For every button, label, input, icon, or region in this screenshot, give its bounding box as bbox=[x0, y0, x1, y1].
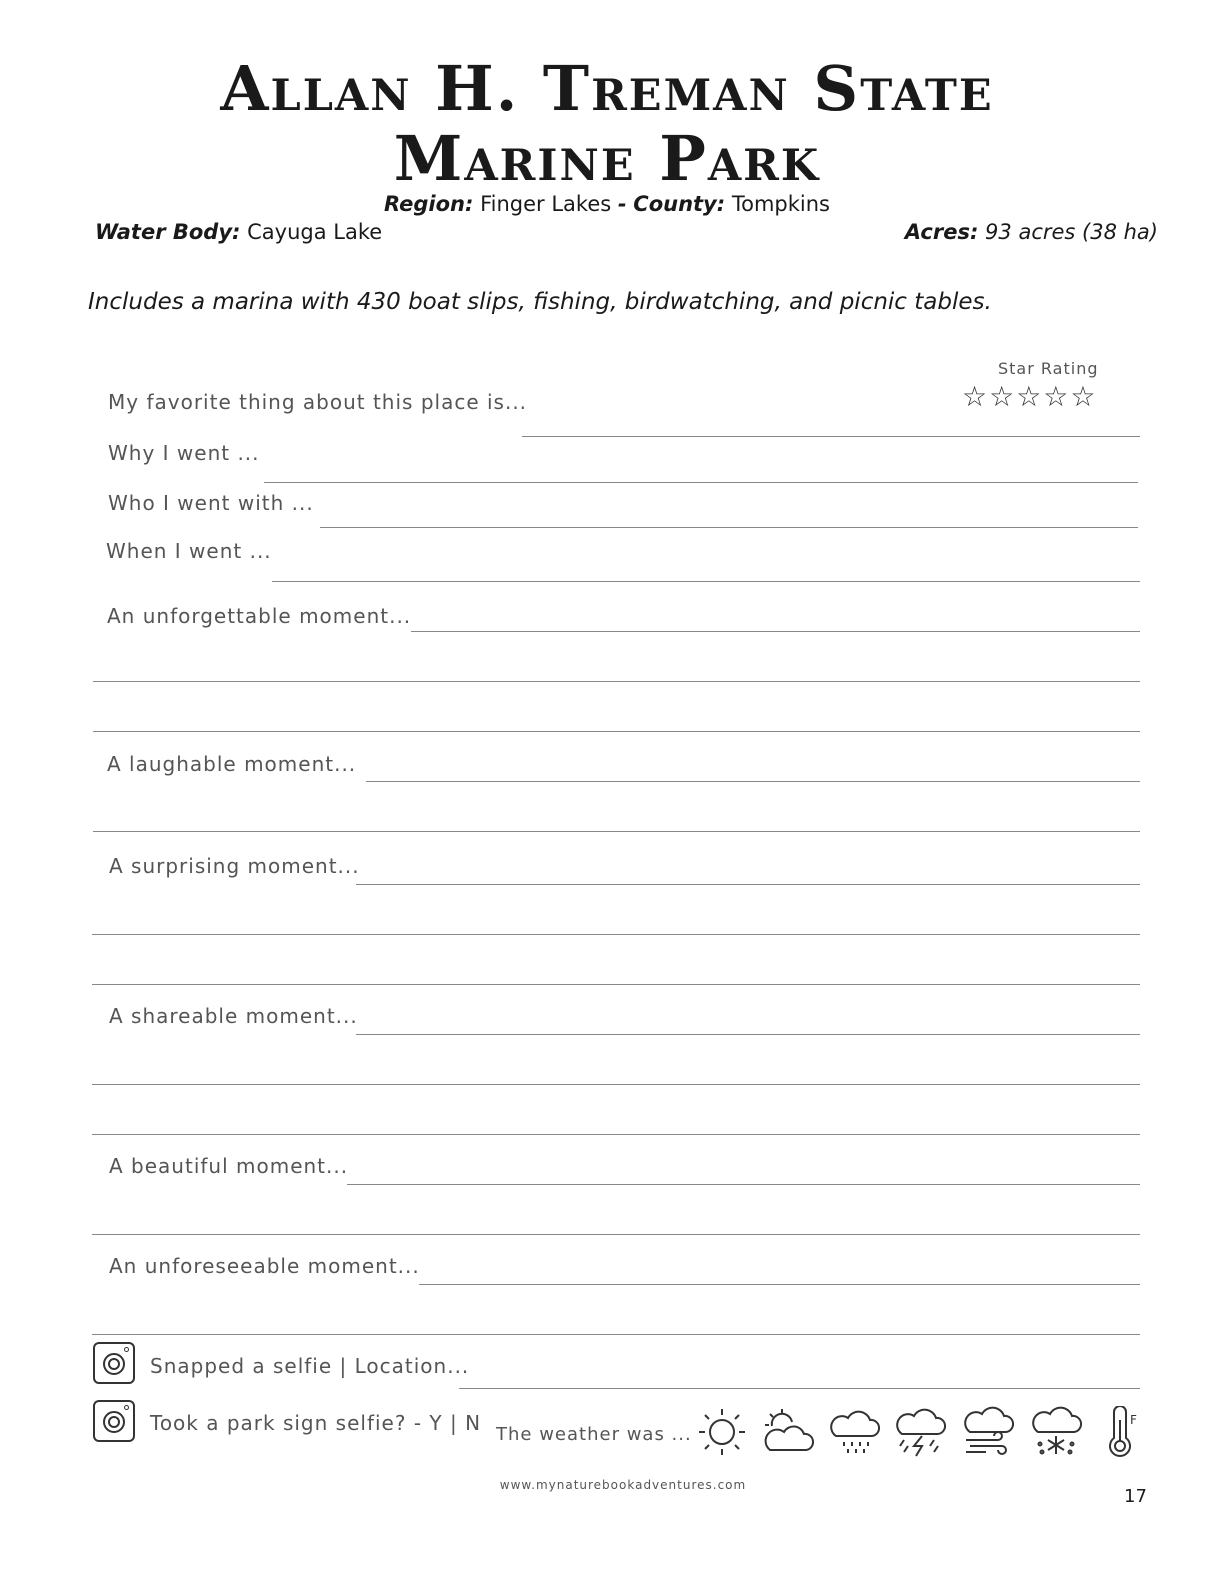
star-rating-label: Star Rating bbox=[998, 359, 1099, 378]
answer-line[interactable] bbox=[92, 1334, 1140, 1335]
park-title-line-1: Allan H. Treman State bbox=[220, 52, 994, 125]
partly-cloudy-icon[interactable] bbox=[762, 1406, 814, 1458]
footer-url: www.mynaturebookadventures.com bbox=[499, 1478, 747, 1492]
answer-line[interactable] bbox=[92, 984, 1140, 985]
answer-line[interactable] bbox=[411, 631, 1140, 632]
water-body-label: Water Body: bbox=[95, 220, 241, 244]
star-rating[interactable]: ☆☆☆☆☆ bbox=[962, 380, 1098, 413]
park-description: Includes a marina with 430 boat slips, fishing, birdwatching, and picnic tables. bbox=[88, 289, 992, 315]
prompt-when: When I went ... bbox=[106, 539, 272, 563]
park-title-line-2: Marine Park bbox=[393, 122, 821, 195]
answer-line[interactable] bbox=[92, 1084, 1140, 1085]
answer-line[interactable] bbox=[272, 581, 1140, 582]
acres-value: 93 acres (38 ha) bbox=[985, 220, 1158, 244]
prompt-beautiful: A beautiful moment... bbox=[109, 1154, 349, 1178]
snow-icon[interactable] bbox=[1030, 1406, 1082, 1458]
answer-line[interactable] bbox=[356, 884, 1140, 885]
answer-line[interactable] bbox=[459, 1388, 1140, 1389]
camera-icon bbox=[93, 1400, 135, 1442]
prompt-park-sign-selfie: Took a park sign selfie? - Y | N bbox=[150, 1411, 482, 1435]
prompt-laughable: A laughable moment... bbox=[107, 752, 357, 776]
answer-line[interactable] bbox=[522, 436, 1140, 437]
region-value: Finger Lakes bbox=[480, 192, 612, 216]
prompt-unforeseeable: An unforeseeable moment... bbox=[109, 1254, 420, 1278]
thermometer-unit: F bbox=[1130, 1413, 1137, 1427]
region-county-row bbox=[0, 192, 1214, 216]
thunderstorm-icon[interactable] bbox=[894, 1406, 946, 1458]
answer-line[interactable] bbox=[93, 831, 1140, 832]
answer-line[interactable] bbox=[92, 1234, 1140, 1235]
acres-label: Acres: bbox=[904, 220, 979, 244]
separator: - bbox=[617, 192, 627, 216]
answer-line[interactable] bbox=[320, 527, 1138, 528]
prompt-why: Why I went ... bbox=[108, 441, 260, 465]
answer-line[interactable] bbox=[92, 934, 1140, 935]
answer-line[interactable] bbox=[92, 1134, 1140, 1135]
answer-line[interactable] bbox=[93, 731, 1140, 732]
water-body-value: Cayuga Lake bbox=[247, 220, 383, 244]
answer-line[interactable] bbox=[93, 681, 1140, 682]
weather-label: The weather was ... bbox=[496, 1424, 692, 1445]
region-label: Region: bbox=[384, 192, 474, 216]
camera-icon bbox=[93, 1342, 135, 1384]
acres-row bbox=[905, 220, 1158, 244]
answer-line[interactable] bbox=[419, 1284, 1140, 1285]
prompt-unforgettable: An unforgettable moment... bbox=[107, 604, 412, 628]
prompt-selfie-location: Snapped a selfie | Location... bbox=[150, 1354, 470, 1378]
answer-line[interactable] bbox=[347, 1184, 1140, 1185]
county-label: County: bbox=[633, 192, 726, 216]
prompt-favorite: My favorite thing about this place is... bbox=[108, 390, 528, 414]
page-number: 17 bbox=[1124, 1486, 1147, 1507]
sun-icon[interactable] bbox=[696, 1406, 748, 1458]
prompt-shareable: A shareable moment... bbox=[109, 1004, 358, 1028]
county-value: Tompkins bbox=[731, 192, 830, 216]
water-body-row bbox=[95, 220, 382, 244]
answer-line[interactable] bbox=[356, 1034, 1140, 1035]
prompt-who: Who I went with ... bbox=[108, 491, 314, 515]
thermometer-icon[interactable] bbox=[1098, 1406, 1150, 1458]
answer-line[interactable] bbox=[264, 482, 1138, 483]
prompt-surprising: A surprising moment... bbox=[109, 854, 360, 878]
wind-icon[interactable] bbox=[962, 1406, 1014, 1458]
rain-icon[interactable] bbox=[828, 1406, 880, 1458]
answer-line[interactable] bbox=[366, 781, 1140, 782]
